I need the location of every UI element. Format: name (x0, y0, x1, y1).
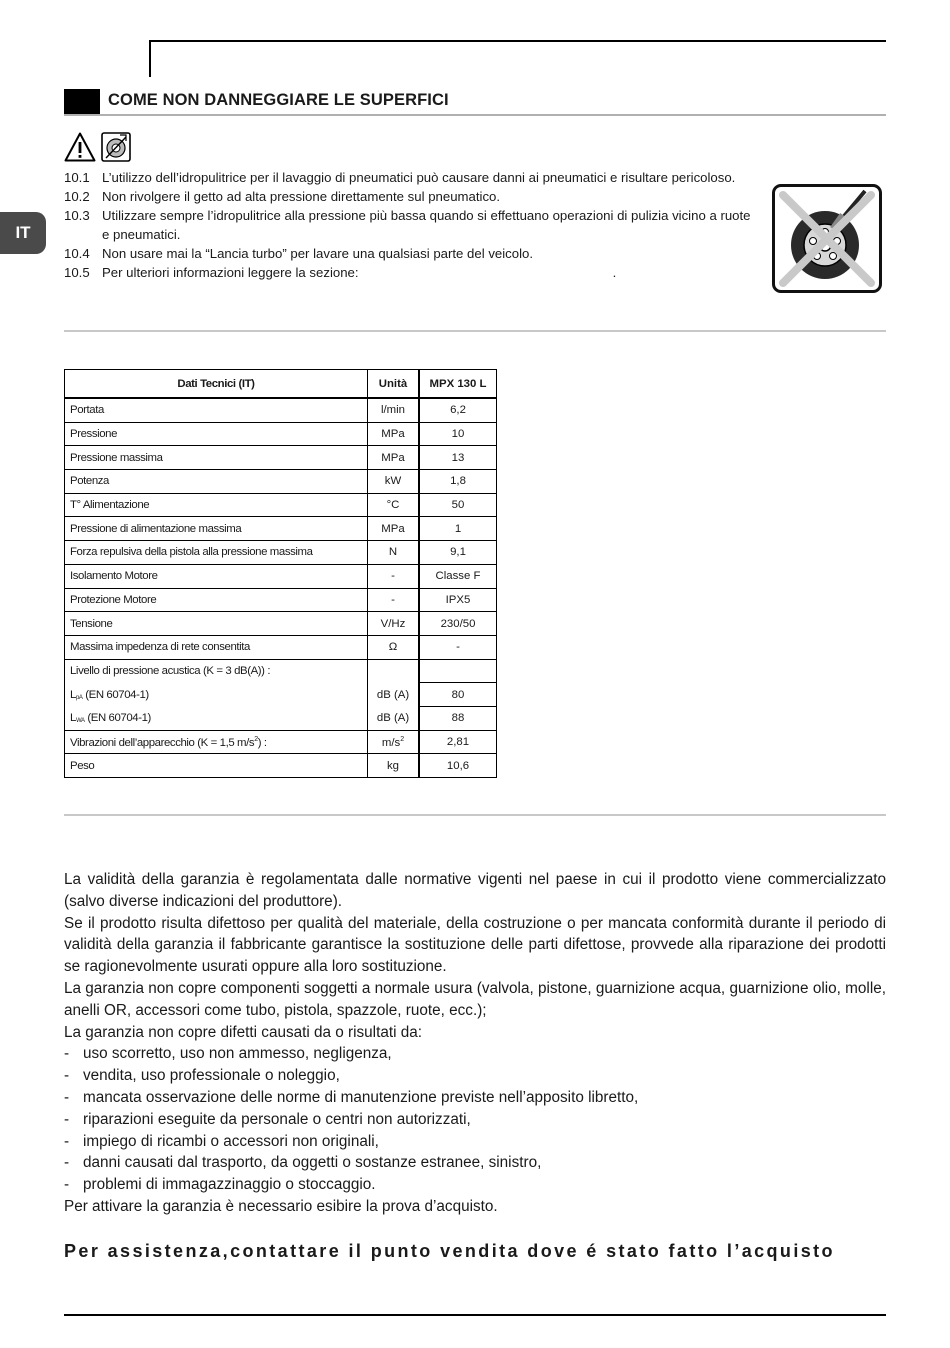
row-unit (368, 730, 420, 754)
row-param: Forza repulsiva della pistola alla pressione massima (65, 541, 368, 565)
row-unit: - (368, 564, 420, 588)
row-param (65, 706, 368, 730)
header-unit: Unità (368, 370, 420, 399)
list-item (64, 206, 754, 244)
row-param: Portata (65, 398, 368, 422)
row-unit: - (368, 588, 420, 612)
exclusion-text: uso scorretto, uso non ammesso, negligenza, (83, 1045, 392, 1063)
row-value: 1,8 (419, 470, 497, 494)
bullet-dash: - (64, 1176, 70, 1194)
row-value: 50 (419, 493, 497, 517)
row-value: 6,2 (419, 398, 497, 422)
top-frame-corner (149, 40, 151, 77)
row-param: T° Alimentazione (65, 493, 368, 517)
row-value: IPX5 (419, 588, 497, 612)
item-number: 10.2 (64, 189, 90, 204)
bullet-dash: - (64, 1154, 70, 1172)
row-unit: N (368, 541, 420, 565)
row-value (419, 659, 497, 683)
item-number: 10.3 (64, 208, 90, 223)
row-param: Pressione massima (65, 446, 368, 470)
guarantee-paragraph: La validità della garanzia è regolamentata dalle normative vigenti nel paese in cui il prodotto viene commercializzato (salvo diverse indicazioni del produttore). (64, 871, 886, 910)
table-header-row (65, 370, 497, 399)
table-row-weight (65, 754, 497, 778)
table-row-lpa (65, 683, 497, 707)
row-unit: l/min (368, 398, 420, 422)
row-value: 2,81 (419, 730, 497, 754)
list-item (64, 263, 754, 282)
row-unit: MPa (368, 446, 420, 470)
exclusion-text: problemi di immagazzinaggio o stoccaggio. (83, 1176, 376, 1194)
row-value: 13 (419, 446, 497, 470)
bottom-rule (64, 1314, 886, 1316)
read-manual-icon (101, 132, 131, 162)
header-param: Dati Tecnici (IT) (65, 370, 368, 399)
item-number: 10.5 (64, 265, 90, 280)
exclusion-item (64, 1109, 886, 1131)
tyre-illustration (775, 187, 879, 290)
row-unit: kg (368, 754, 420, 778)
table-row (65, 517, 497, 541)
language-tab: IT (0, 212, 46, 254)
row-param: Potenza (65, 470, 368, 494)
guarantee-paragraph: La garanzia non copre componenti soggetti a normale usura (valvola, pistone, guarnizione acqua, guarnizione olio, molle, anelli OR, accessori come tubo, pistola, spazzole, ruote, ecc.); (64, 979, 886, 1019)
guarantee-text (64, 869, 886, 1218)
row-value: 10 (419, 422, 497, 446)
row-value: 230/50 (419, 612, 497, 636)
exclusion-item (64, 1065, 886, 1087)
row-unit: V/Hz (368, 612, 420, 636)
warning-triangle-icon (64, 132, 96, 162)
list-item (64, 168, 754, 187)
table-row (65, 635, 497, 659)
row-param (65, 730, 368, 754)
row-value: 88 (419, 706, 497, 730)
divider (64, 330, 886, 332)
item-text (102, 263, 754, 282)
lpa-symbol: L (70, 688, 76, 701)
row-value: 1 (419, 517, 497, 541)
vibration-unit: m/s (381, 736, 401, 749)
row-param: Isolamento Motore (65, 564, 368, 588)
vibration-sup: 2 (254, 735, 258, 743)
lpa-subscript: pA (75, 694, 83, 701)
row-unit: dB (A) (368, 683, 420, 707)
list-item (64, 187, 754, 206)
no-tyre-washing-icon (772, 184, 882, 293)
exclusion-item (64, 1131, 886, 1153)
divider (64, 814, 886, 816)
bullet-dash: - (64, 1067, 70, 1085)
vibration-label-end: ) : (257, 736, 267, 749)
row-param: Protezione Motore (65, 588, 368, 612)
table-row (65, 493, 497, 517)
exclusion-item (64, 1152, 886, 1174)
row-value: 80 (419, 683, 497, 707)
technical-data-table (64, 369, 497, 778)
row-value: - (419, 635, 497, 659)
exclusion-text: danni causati dal trasporto, da oggetti o sostanze estranee, sinistro, (83, 1154, 542, 1172)
section-marker (64, 89, 100, 114)
trailing-period: . (612, 265, 617, 280)
table-row (65, 422, 497, 446)
row-unit: °C (368, 493, 420, 517)
exclusion-item (64, 1174, 886, 1196)
row-value: Classe F (419, 564, 497, 588)
row-value: 9,1 (419, 541, 497, 565)
assistance-notice: Per assistenza,contattare il punto vendita dove é stato fatto l’acquisto (64, 1241, 835, 1261)
row-param: Peso (65, 754, 368, 778)
safety-instructions-list (64, 168, 754, 282)
exclusion-item (64, 1043, 886, 1065)
table-row-lwa (65, 706, 497, 730)
guarantee-paragraph: Se il prodotto risulta difettoso per qualità del materiale, della costruzione o per mancata conformità durante il periodo di validità della garanzia il fabbricante garantisce la sostituzione delle parti difettose, provvede alla riparazione dei prodotti se ragionevolmente usurati oppure alla loro sostituzione. (64, 914, 886, 976)
table-row-noise-header (65, 659, 497, 683)
row-unit: MPa (368, 517, 420, 541)
row-unit: MPa (368, 422, 420, 446)
lwa-symbol: L (70, 712, 76, 725)
table-row (65, 398, 497, 422)
item-text-content: Per ulteriori informazioni leggere la sezione: (102, 265, 359, 280)
row-param: Tensione (65, 612, 368, 636)
exclusion-text: vendita, uso professionale o noleggio, (83, 1067, 340, 1085)
item-text: L’utilizzo dell’idropulitrice per il lavaggio di pneumatici può causare danni ai pneumatici e risultare pericoloso. (102, 170, 736, 185)
lwa-standard: (EN 60704-1) (84, 712, 151, 725)
vibration-label: Vibrazioni dell’apparecchio (K = 1,5 m/s (70, 736, 255, 749)
guarantee-paragraph: Per attivare la garanzia è necessario esibire la prova d’acquisto. (64, 1197, 498, 1215)
table-row-vibration (65, 730, 497, 754)
table-row (65, 612, 497, 636)
bullet-dash: - (64, 1088, 70, 1106)
exclusion-text: riparazioni eseguite da personale o centri non autorizzati, (83, 1110, 471, 1128)
item-text: Non rivolgere il getto ad alta pressione direttamente sul pneumatico. (102, 189, 501, 204)
table-row (65, 588, 497, 612)
exclusion-text: impiego di ricambi o accessori non originali, (83, 1132, 379, 1150)
row-param: Pressione di alimentazione massima (65, 517, 368, 541)
table-row (65, 470, 497, 494)
lwa-subscript: WA (75, 718, 85, 725)
row-param: Massima impedenza di rete consentita (65, 635, 368, 659)
top-frame-line (149, 40, 886, 42)
lpa-standard: (EN 60704-1) (82, 688, 149, 701)
header-model: MPX 130 L (419, 370, 497, 399)
row-param: Pressione (65, 422, 368, 446)
row-value: 10,6 (419, 754, 497, 778)
row-unit (368, 659, 420, 683)
item-number: 10.4 (64, 246, 90, 261)
row-unit: dB (A) (368, 706, 420, 730)
row-unit: Ω (368, 635, 420, 659)
exclusion-text: mancata osservazione delle norme di manutenzione previste nell’apposito libretto, (83, 1088, 639, 1106)
exclusion-item (64, 1087, 886, 1109)
guarantee-paragraph: La garanzia non copre difetti causati da o risultati da: (64, 1023, 422, 1041)
table-row (65, 446, 497, 470)
item-text: Non usare mai la “Lancia turbo” per lavare una qualsiasi parte del veicolo. (102, 246, 534, 261)
list-item (64, 244, 754, 263)
section-title: COME NON DANNEGGIARE LE SUPERFICI (108, 91, 449, 109)
item-number: 10.1 (64, 170, 90, 185)
item-text: Utilizzare sempre l’idropulitrice alla pressione più bassa quando si effettuano operazioni di pulizia vicino a ruote e pneumatici. (102, 208, 751, 242)
section-divider (64, 114, 886, 116)
vibration-unit-sup: 2 (400, 735, 405, 743)
table-row (65, 541, 497, 565)
noise-label: Livello di pressione acustica (K = 3 dB(A)) : (65, 659, 368, 683)
row-param (65, 683, 368, 707)
bullet-dash: - (64, 1045, 70, 1063)
table-row (65, 564, 497, 588)
bullet-dash: - (64, 1110, 70, 1128)
bullet-dash: - (64, 1132, 70, 1150)
row-unit: kW (368, 470, 420, 494)
